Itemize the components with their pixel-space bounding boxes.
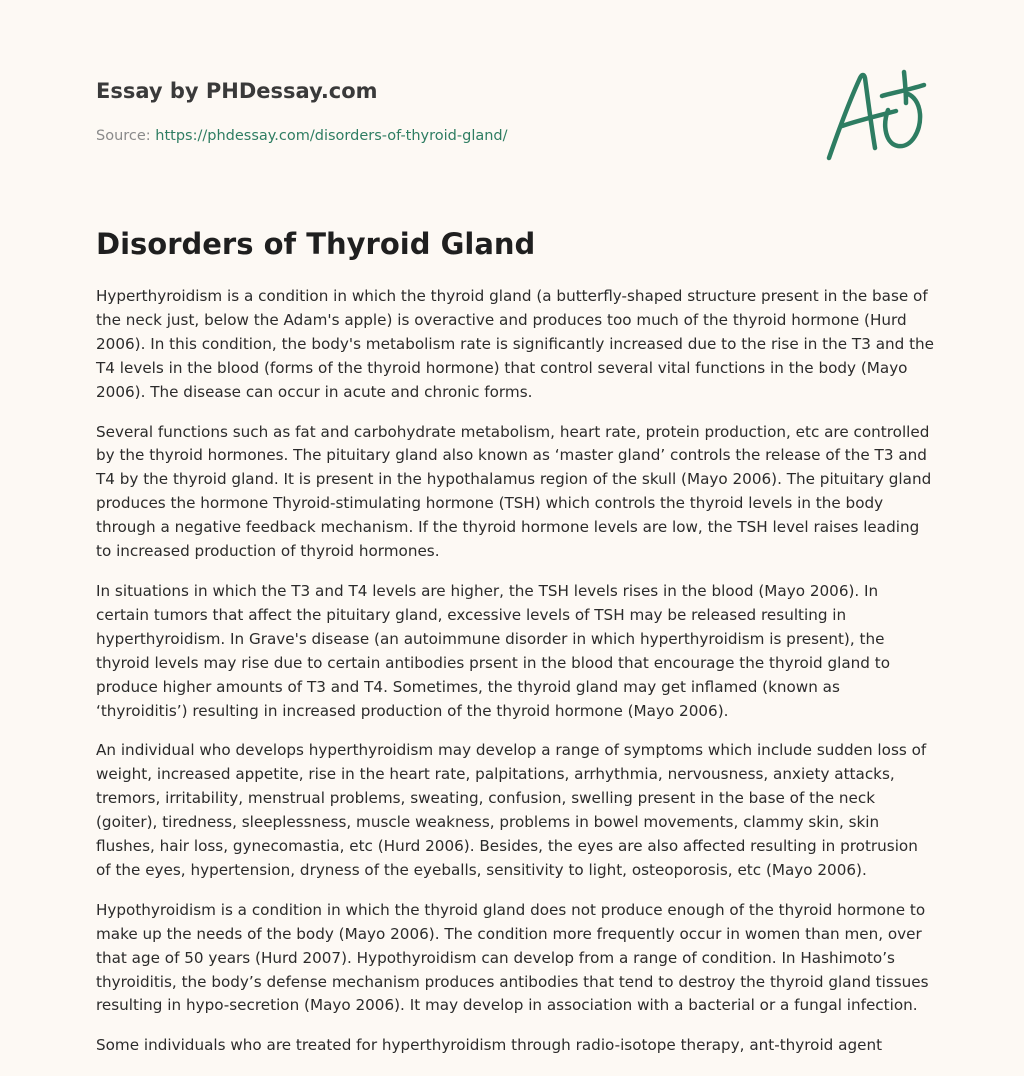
source-line [96,126,796,146]
site-brand: Essay by PHDessay.com [96,79,378,103]
article-title: Disorders of Thyroid Gland [96,227,536,261]
paragraph: Hyperthyroidism is a condition in which the thyroid gland (a butterfly-shaped structure present in the base of the neck just, below the Adam's apple) is overactive and produces too much of the thyroid hormone (Hurd 2006). In this condition, the body's metabolism rate is significantly increased due to the rise in the T3 and the T4 levels in the blood (forms of the thyroid hormone) that control several vital functions in the body (Mayo 2006). The disease can occur in acute and chronic forms. [96,287,935,401]
source-link[interactable]: https://phdessay.com/disorders-of-thyroid-gland/ [155,128,508,144]
source-label: Source: [96,128,156,144]
paragraph: Some individuals who are treated for hyperthyroidism through radio-isotope therapy, ant-thyroid agent [96,1036,883,1055]
paragraph: Several functions such as fat and carbohydrate metabolism, heart rate, protein production, etc are controlled by the thyroid hormones. The pituitary gland also known as ‘master gland’ controls the release of the T3 and T4 by the thyroid gland. It is present in the hypothalamus region of the skull (Mayo 2006). The pituitary gland produces the hormone Thyroid-stimulating hormone (TSH) which controls the thyroid levels in the body through a negative feedback mechanism. If the thyroid hormone levels are low, the TSH level raises leading to increased production of thyroid hormones. [96,422,932,561]
paragraph: An individual who develops hyperthyroidism may develop a range of symptoms which include sudden loss of weight, increased appetite, rise in the heart rate, palpitations, arrhythmia, nervousness, anxiety attacks, tremors, irritability, menstrual problems, sweating, confusion, swelling present in the base of the neck (goiter), tiredness, sleeplessness, muscle weakness, problems in bowel movements, clammy skin, skin flushes, hair loss, gynecomastia, etc (Hurd 2006). Besides, the eyes are also affected resulting in protrusion of the eyes, hypertension, dryness of the eyeballs, sensitivity to light, osteoporosis, etc (Mayo 2006). [96,741,927,879]
a-plus-logo-icon [820,66,928,166]
article-body [96,285,936,1074]
paragraph: In situations in which the T3 and T4 levels are higher, the TSH levels rises in the blood (Mayo 2006). In certain tumors that affect the pituitary gland, excessive levels of TSH may be released resulting in hyperthyroidism. In Grave's disease (an autoimmune disorder in which hyperthyroidism is present), the thyroid levels may rise due to certain antibodies prsent in the blood that encourage the thyroid gland to produce higher amounts of T3 and T4. Sometimes, the thyroid gland may get inflamed (known as ‘thyroiditis’) resulting in increased production of the thyroid hormone (Mayo 2006). [96,581,891,720]
paragraph: Hypothyroidism is a condition in which the thyroid gland does not produce enough of the thyroid hormone to make up the needs of the body (Mayo 2006). The condition more frequently occur in women than men, over that age of 50 years (Hurd 2007). Hypothyroidism can develop from a range of condition. In Hashimoto’s thyroiditis, the body’s defense mechanism produces antibodies that tend to destroy the thyroid gland tissues resulting in hypo-secretion (Mayo 2006). It may develop in association with a bacterial or a fungal infection. [96,900,929,1015]
page-header [96,78,796,146]
